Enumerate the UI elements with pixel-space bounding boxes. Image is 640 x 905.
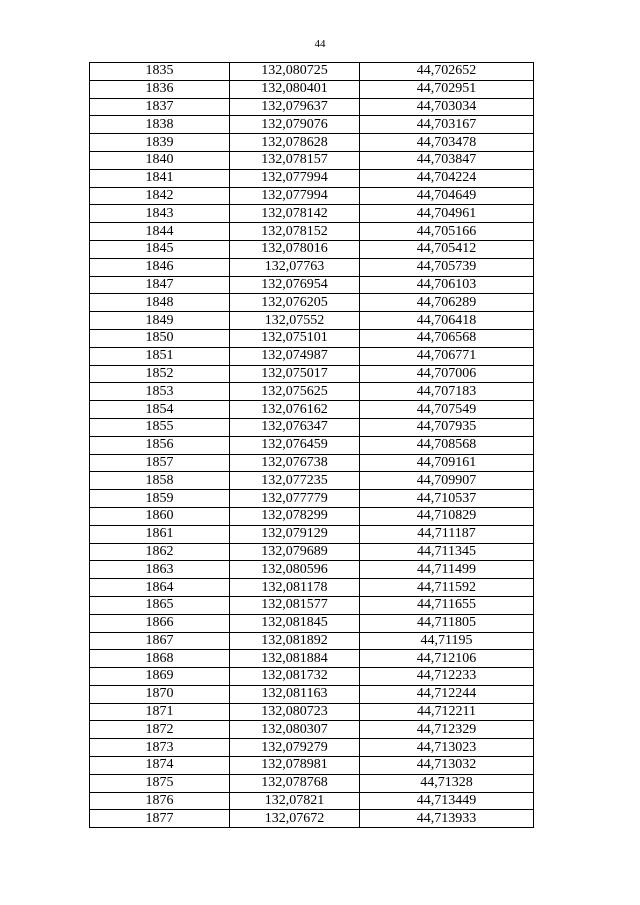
table-row [90, 703, 534, 721]
y-coordinate-cell: 44,711655 [360, 596, 534, 614]
table-row [90, 80, 534, 98]
point-number-cell: 1854 [90, 401, 230, 419]
x-coordinate-cell: 132,081892 [230, 632, 360, 650]
y-coordinate-cell: 44,712244 [360, 685, 534, 703]
y-coordinate-cell: 44,712106 [360, 650, 534, 668]
point-number-cell: 1837 [90, 98, 230, 116]
x-coordinate-cell: 132,076459 [230, 436, 360, 454]
point-number-cell: 1865 [90, 596, 230, 614]
x-coordinate-cell: 132,076738 [230, 454, 360, 472]
y-coordinate-cell: 44,713023 [360, 739, 534, 757]
x-coordinate-cell: 132,07552 [230, 312, 360, 330]
point-number-cell: 1862 [90, 543, 230, 561]
point-number-cell: 1846 [90, 258, 230, 276]
point-number-cell: 1856 [90, 436, 230, 454]
y-coordinate-cell: 44,709161 [360, 454, 534, 472]
point-number-cell: 1863 [90, 561, 230, 579]
x-coordinate-cell: 132,081178 [230, 579, 360, 597]
table-row [90, 312, 534, 330]
table-row [90, 614, 534, 632]
table-row [90, 347, 534, 365]
page-number: 44 [314, 38, 326, 50]
y-coordinate-cell: 44,712329 [360, 721, 534, 739]
table-row [90, 507, 534, 525]
table-row [90, 454, 534, 472]
point-number-cell: 1839 [90, 134, 230, 152]
x-coordinate-cell: 132,079076 [230, 116, 360, 134]
x-coordinate-cell: 132,081577 [230, 596, 360, 614]
table-row [90, 329, 534, 347]
point-number-cell: 1872 [90, 721, 230, 739]
x-coordinate-cell: 132,081732 [230, 668, 360, 686]
y-coordinate-cell: 44,707935 [360, 418, 534, 436]
point-number-cell: 1849 [90, 312, 230, 330]
table-row [90, 223, 534, 241]
y-coordinate-cell: 44,704961 [360, 205, 534, 223]
table-row [90, 561, 534, 579]
table-row [90, 365, 534, 383]
point-number-cell: 1836 [90, 80, 230, 98]
table-row [90, 116, 534, 134]
table-row [90, 757, 534, 775]
table-row [90, 721, 534, 739]
point-number-cell: 1876 [90, 792, 230, 810]
point-number-cell: 1867 [90, 632, 230, 650]
y-coordinate-cell: 44,710829 [360, 507, 534, 525]
x-coordinate-cell: 132,077994 [230, 187, 360, 205]
table-row [90, 169, 534, 187]
x-coordinate-cell: 132,078157 [230, 151, 360, 169]
x-coordinate-cell: 132,07672 [230, 810, 360, 828]
y-coordinate-cell: 44,711345 [360, 543, 534, 561]
x-coordinate-cell: 132,077994 [230, 169, 360, 187]
table-row [90, 240, 534, 258]
point-number-cell: 1866 [90, 614, 230, 632]
point-number-cell: 1847 [90, 276, 230, 294]
x-coordinate-cell: 132,079129 [230, 525, 360, 543]
x-coordinate-cell: 132,075101 [230, 329, 360, 347]
y-coordinate-cell: 44,703034 [360, 98, 534, 116]
y-coordinate-cell: 44,705412 [360, 240, 534, 258]
y-coordinate-cell: 44,706568 [360, 329, 534, 347]
x-coordinate-cell: 132,080725 [230, 63, 360, 81]
point-number-cell: 1850 [90, 329, 230, 347]
point-number-cell: 1843 [90, 205, 230, 223]
x-coordinate-cell: 132,080401 [230, 80, 360, 98]
y-coordinate-cell: 44,704649 [360, 187, 534, 205]
table-row [90, 774, 534, 792]
table-row [90, 258, 534, 276]
point-number-cell: 1840 [90, 151, 230, 169]
y-coordinate-cell: 44,710537 [360, 490, 534, 508]
point-number-cell: 1844 [90, 223, 230, 241]
x-coordinate-cell: 132,077779 [230, 490, 360, 508]
y-coordinate-cell: 44,713032 [360, 757, 534, 775]
y-coordinate-cell: 44,703478 [360, 134, 534, 152]
x-coordinate-cell: 132,076162 [230, 401, 360, 419]
point-number-cell: 1859 [90, 490, 230, 508]
table-row [90, 543, 534, 561]
x-coordinate-cell: 132,07821 [230, 792, 360, 810]
point-number-cell: 1868 [90, 650, 230, 668]
x-coordinate-cell: 132,078016 [230, 240, 360, 258]
point-number-cell: 1842 [90, 187, 230, 205]
table-row [90, 596, 534, 614]
y-coordinate-cell: 44,706103 [360, 276, 534, 294]
x-coordinate-cell: 132,080723 [230, 703, 360, 721]
table-row [90, 187, 534, 205]
y-coordinate-cell: 44,702951 [360, 80, 534, 98]
x-coordinate-cell: 132,076347 [230, 418, 360, 436]
table-row [90, 472, 534, 490]
table-row [90, 810, 534, 828]
point-number-cell: 1855 [90, 418, 230, 436]
x-coordinate-cell: 132,074987 [230, 347, 360, 365]
point-number-cell: 1864 [90, 579, 230, 597]
y-coordinate-cell: 44,707006 [360, 365, 534, 383]
coordinates-table-body [90, 63, 534, 828]
table-row [90, 436, 534, 454]
y-coordinate-cell: 44,711499 [360, 561, 534, 579]
table-row [90, 668, 534, 686]
table-row [90, 632, 534, 650]
y-coordinate-cell: 44,706289 [360, 294, 534, 312]
y-coordinate-cell: 44,705739 [360, 258, 534, 276]
point-number-cell: 1841 [90, 169, 230, 187]
y-coordinate-cell: 44,708568 [360, 436, 534, 454]
x-coordinate-cell: 132,081845 [230, 614, 360, 632]
x-coordinate-cell: 132,080307 [230, 721, 360, 739]
table-row [90, 650, 534, 668]
table-row [90, 205, 534, 223]
y-coordinate-cell: 44,702652 [360, 63, 534, 81]
y-coordinate-cell: 44,704224 [360, 169, 534, 187]
x-coordinate-cell: 132,075625 [230, 383, 360, 401]
x-coordinate-cell: 132,081163 [230, 685, 360, 703]
y-coordinate-cell: 44,706771 [360, 347, 534, 365]
table-row [90, 383, 534, 401]
point-number-cell: 1870 [90, 685, 230, 703]
point-number-cell: 1853 [90, 383, 230, 401]
y-coordinate-cell: 44,712233 [360, 668, 534, 686]
point-number-cell: 1860 [90, 507, 230, 525]
point-number-cell: 1861 [90, 525, 230, 543]
x-coordinate-cell: 132,075017 [230, 365, 360, 383]
table-row [90, 63, 534, 81]
table-row [90, 418, 534, 436]
point-number-cell: 1874 [90, 757, 230, 775]
x-coordinate-cell: 132,078142 [230, 205, 360, 223]
y-coordinate-cell: 44,705166 [360, 223, 534, 241]
table-row [90, 134, 534, 152]
y-coordinate-cell: 44,703167 [360, 116, 534, 134]
x-coordinate-cell: 132,079279 [230, 739, 360, 757]
point-number-cell: 1857 [90, 454, 230, 472]
x-coordinate-cell: 132,07763 [230, 258, 360, 276]
y-coordinate-cell: 44,711805 [360, 614, 534, 632]
point-number-cell: 1858 [90, 472, 230, 490]
x-coordinate-cell: 132,076954 [230, 276, 360, 294]
x-coordinate-cell: 132,078981 [230, 757, 360, 775]
table-row [90, 490, 534, 508]
x-coordinate-cell: 132,079689 [230, 543, 360, 561]
point-number-cell: 1877 [90, 810, 230, 828]
y-coordinate-cell: 44,703847 [360, 151, 534, 169]
y-coordinate-cell: 44,713449 [360, 792, 534, 810]
table-row [90, 685, 534, 703]
point-number-cell: 1875 [90, 774, 230, 792]
table-row [90, 294, 534, 312]
point-number-cell: 1871 [90, 703, 230, 721]
table-row [90, 401, 534, 419]
x-coordinate-cell: 132,078299 [230, 507, 360, 525]
table-row [90, 579, 534, 597]
table-row [90, 98, 534, 116]
y-coordinate-cell: 44,71195 [360, 632, 534, 650]
y-coordinate-cell: 44,707549 [360, 401, 534, 419]
point-number-cell: 1851 [90, 347, 230, 365]
point-number-cell: 1852 [90, 365, 230, 383]
table-row [90, 792, 534, 810]
point-number-cell: 1848 [90, 294, 230, 312]
table-row [90, 151, 534, 169]
x-coordinate-cell: 132,078628 [230, 134, 360, 152]
table-row [90, 276, 534, 294]
x-coordinate-cell: 132,077235 [230, 472, 360, 490]
point-number-cell: 1838 [90, 116, 230, 134]
y-coordinate-cell: 44,71328 [360, 774, 534, 792]
y-coordinate-cell: 44,712211 [360, 703, 534, 721]
coordinates-table [89, 62, 534, 828]
table-row [90, 525, 534, 543]
point-number-cell: 1835 [90, 63, 230, 81]
point-number-cell: 1869 [90, 668, 230, 686]
x-coordinate-cell: 132,076205 [230, 294, 360, 312]
y-coordinate-cell: 44,707183 [360, 383, 534, 401]
y-coordinate-cell: 44,709907 [360, 472, 534, 490]
y-coordinate-cell: 44,711187 [360, 525, 534, 543]
y-coordinate-cell: 44,706418 [360, 312, 534, 330]
x-coordinate-cell: 132,079637 [230, 98, 360, 116]
y-coordinate-cell: 44,713933 [360, 810, 534, 828]
x-coordinate-cell: 132,081884 [230, 650, 360, 668]
point-number-cell: 1845 [90, 240, 230, 258]
x-coordinate-cell: 132,080596 [230, 561, 360, 579]
point-number-cell: 1873 [90, 739, 230, 757]
table-row [90, 739, 534, 757]
x-coordinate-cell: 132,078152 [230, 223, 360, 241]
y-coordinate-cell: 44,711592 [360, 579, 534, 597]
x-coordinate-cell: 132,078768 [230, 774, 360, 792]
